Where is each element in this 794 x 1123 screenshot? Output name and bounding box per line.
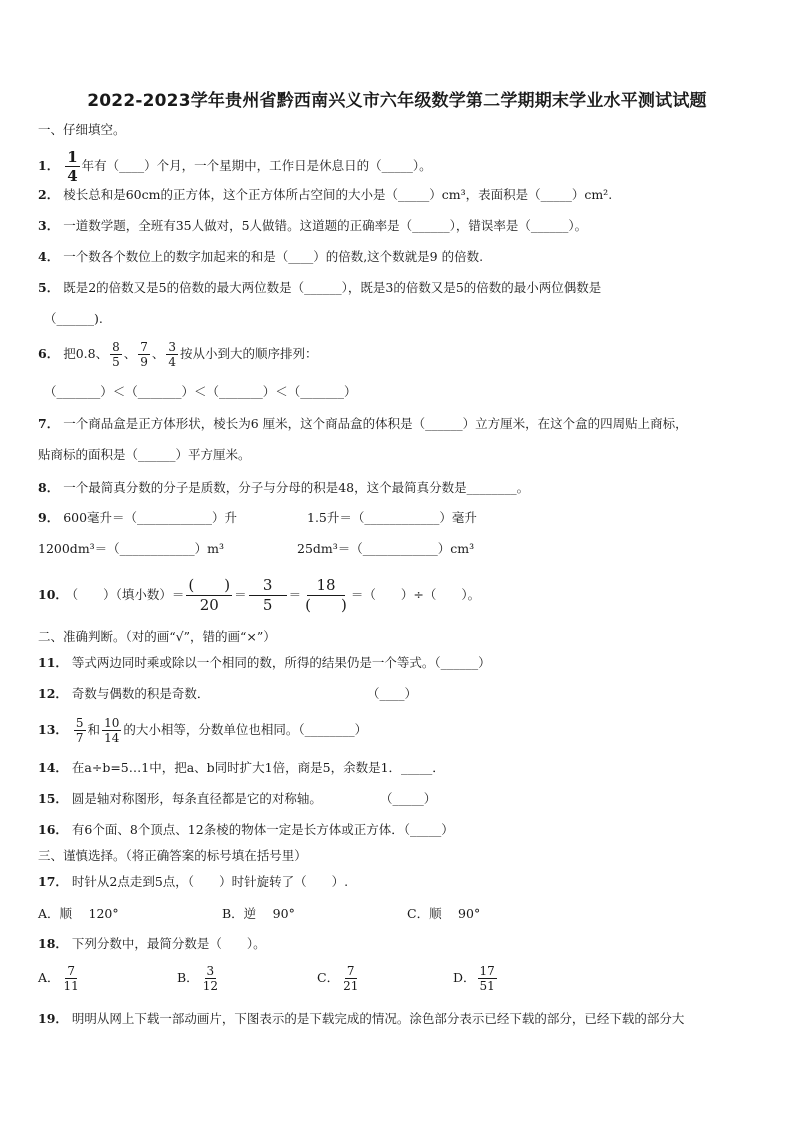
question-10	[38, 576, 480, 615]
question-text: 既是2的倍数又是5的倍数的最大两位数是（______），既是3的倍数又是5的倍数的最小两位偶数是	[63, 280, 602, 295]
question-text: 一道数学题，全班有35人做对，5人做错。这道题的正确率是（______），错误率是（______）。	[63, 218, 588, 233]
option-label: C．	[317, 970, 340, 985]
question-text: 棱长总和是60cm的正方体，这个正方体所占空间的大小是（_____）cm³，表面积是（_____）cm².	[63, 187, 613, 202]
fraction: $\frac{18}{( )}$	[305, 576, 347, 614]
question-5	[38, 280, 601, 296]
fraction: $\frac{7}{9}$	[140, 340, 148, 369]
question-18	[38, 936, 266, 952]
question-12	[38, 686, 209, 702]
fraction: $\frac{17}{51}$	[479, 964, 495, 993]
question-text: （ ）（填小数）＝	[71, 587, 185, 602]
question-number: 6．	[38, 346, 60, 361]
option-c: C．顺 90°	[407, 906, 481, 921]
equals-sign: ＝	[288, 587, 302, 602]
question-7	[38, 416, 688, 432]
question-number: 5．	[38, 280, 60, 295]
option-label: D．	[453, 970, 476, 985]
fraction: $\frac{5}{7}$	[75, 716, 84, 745]
question-text: 一个商品盒是正方体形状，棱长为6 厘米，这个商品盒的体积是（______）立方厘米，在这个盒的四周贴上商标，	[63, 416, 688, 431]
question-text: ＝（ ）÷（ ）。	[350, 587, 481, 602]
question-13	[38, 716, 367, 745]
question-number: 15．	[38, 791, 68, 806]
question-11	[38, 655, 491, 671]
option-b	[177, 964, 222, 993]
question-text: 等式两边同时乘或除以一个相同的数，所得的结果仍是一个等式。（______）	[71, 655, 491, 670]
question-6: 6． 把0.8、 $\frac{8}{5}$ 、 $\frac{7}{9}$ 、 $\frac{3}{4}$ 按从小到大的顺序排列：	[38, 340, 318, 369]
question-7-line-2: 贴商标的面积是（______）平方厘米。	[38, 447, 251, 462]
question-number: 7．	[38, 416, 60, 431]
question-number: 9．	[38, 510, 60, 525]
question-text: 奇数与偶数的积是奇数．	[71, 686, 210, 701]
question-14	[38, 760, 445, 776]
question-17	[38, 874, 348, 890]
fraction: $\frac{3}{5}$	[249, 576, 287, 615]
question-number: 10．	[38, 587, 68, 602]
question-text: 下列分数中，最简分数是（ ）。	[71, 936, 266, 951]
question-number: 14．	[38, 760, 68, 775]
question-19	[38, 1011, 684, 1027]
fraction: $\frac{7}{11}$	[63, 964, 79, 993]
fraction: $\frac{8}{5}$	[112, 340, 120, 369]
fraction: $\frac{3}{4}$	[168, 340, 177, 369]
fraction: $\frac{7}{21}$	[343, 964, 359, 993]
question-number: 19．	[38, 1011, 68, 1026]
question-text: 圆是轴对称图形，每条直径都是它的对称轴。	[71, 791, 322, 806]
question-9-d: 25dm³＝（____________）cm³	[297, 541, 475, 556]
option-a	[38, 964, 83, 993]
option-label: A．	[38, 970, 60, 985]
question-number: 18．	[38, 936, 68, 951]
question-9-b: 1.5升＝（____________）毫升	[307, 510, 477, 525]
question-5-line-2: （______).	[44, 311, 103, 326]
question-number: 12．	[38, 686, 68, 701]
question-9-c: 1200dm³＝（____________）m³	[38, 541, 225, 556]
option-d	[453, 964, 499, 993]
question-text: 在a÷b=5…1中，把a、b同时扩大1倍，商是5，余数是1．_____．	[71, 760, 445, 775]
question-8	[38, 480, 529, 496]
question-number: 13．	[38, 722, 68, 737]
page-title: 2022-2023学年贵州省黔西南兴义市六年级数学第二学期期末学业水平测试试题	[87, 91, 707, 111]
question-1	[38, 148, 432, 185]
question-number: 2．	[38, 187, 60, 202]
question-4	[38, 249, 483, 265]
option-label: B．	[177, 970, 199, 985]
question-text: 一个最简真分数的分子是质数，分子与分母的积是48，这个最简真分数是________。	[63, 480, 530, 495]
question-text: 时针从2点走到5点，（ ）时针旋转了（ ）.	[71, 874, 349, 889]
question-9	[38, 510, 237, 526]
question-number: 1．	[38, 158, 60, 173]
question-text: 一个数各个数位上的数字加起来的和是（____）的倍数,这个数就是9 的倍数.	[63, 249, 484, 264]
question-text: 按从小到大的顺序排列：	[180, 346, 318, 361]
question-number: 11．	[38, 655, 68, 670]
question-number: 17．	[38, 874, 68, 889]
section-2-heading: 二、准确判断。（对的画“√”，错的画“×”）	[38, 629, 276, 644]
option-c	[317, 964, 362, 993]
question-6-line-2: （_______）＜（_______）＜（_______）＜（_______）	[44, 384, 357, 399]
fraction: $\frac{( )}{20}$	[188, 576, 231, 614]
question-12-blank: （____）	[367, 686, 418, 701]
question-number: 8．	[38, 480, 60, 495]
fraction: $\frac{10}{14}$	[104, 716, 120, 745]
question-15	[38, 791, 322, 807]
question-text: 年有（____）个月，一个星期中，工作日是休息日的（_____）。	[81, 158, 432, 173]
question-number: 4．	[38, 249, 60, 264]
conjunction: 和	[87, 722, 101, 737]
section-3-heading: 三、谨慎选择。（将正确答案的标号填在括号里）	[38, 848, 307, 863]
question-15-blank: （_____）	[380, 791, 437, 806]
option-b: B．逆 90°	[222, 906, 295, 921]
question-text: 的大小相等，分数单位也相同。（________）	[123, 722, 368, 737]
question-number: 3．	[38, 218, 60, 233]
section-1-heading: 一、仔细填空。	[38, 122, 126, 137]
option-a: A．顺 120°	[38, 906, 119, 921]
question-number: 16．	[38, 822, 68, 837]
question-16	[38, 822, 454, 838]
question-text: 把0.8、	[63, 346, 109, 361]
question-2	[38, 187, 612, 203]
question-text: 明明从网上下载一部动画片，下图表示的是下载完成的情况。涂色部分表示已经下载的部分，已经下载的部分大	[71, 1011, 685, 1026]
fraction: $\frac{3}{12}$	[202, 964, 218, 993]
question-3	[38, 218, 587, 234]
question-text: 600毫升＝（____________）升	[63, 510, 238, 525]
question-text: 有6个面、8个顶点、12条棱的物体一定是长方体或正方体．（_____）	[71, 822, 454, 837]
equals-sign: ＝	[234, 587, 247, 602]
fraction: $\frac{1}{4}$	[67, 148, 78, 185]
